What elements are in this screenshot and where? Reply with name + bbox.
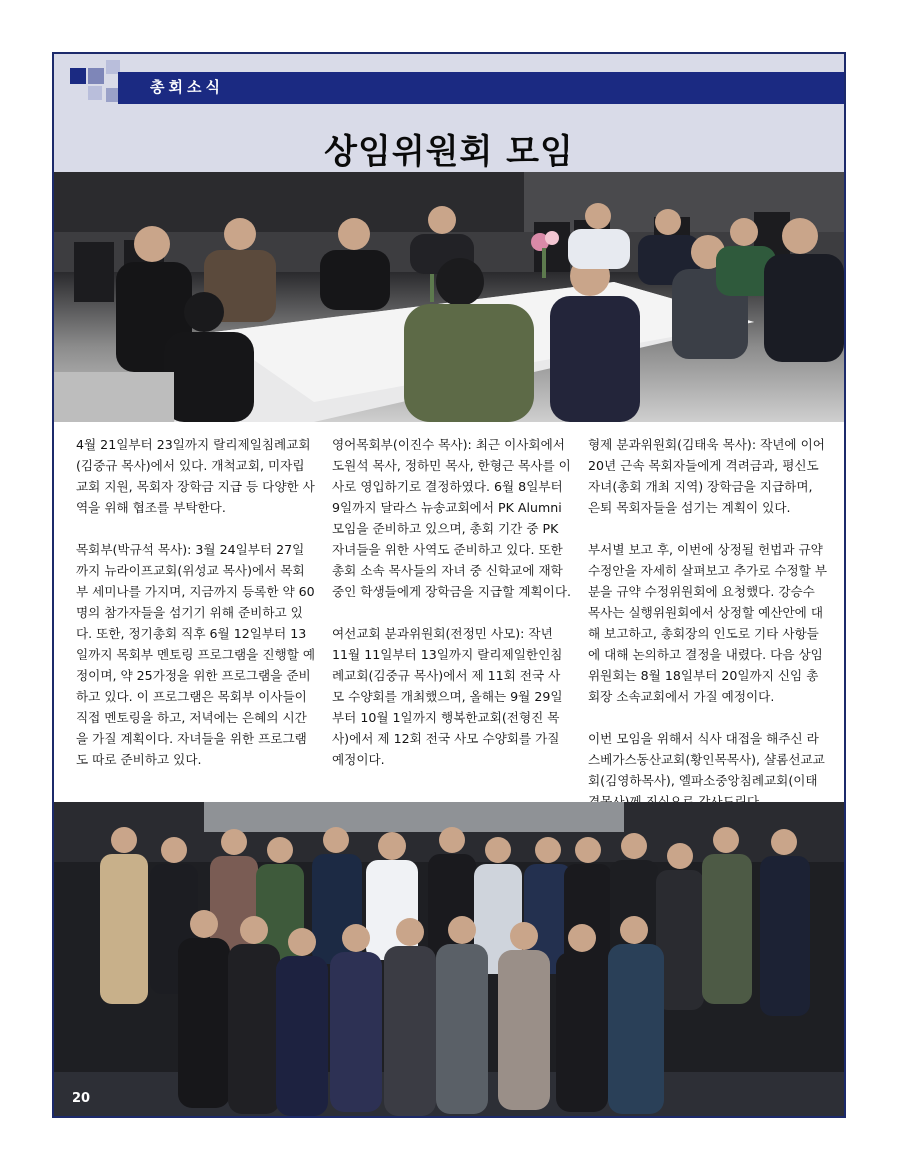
page-frame — [52, 52, 846, 1118]
decor-square — [88, 68, 104, 84]
text-column-1 — [76, 434, 316, 791]
paragraph: 여선교회 분과위원회(전정민 사모): 작년 11월 11일부터 13일까지 랄리제일한인침례교회(김중규 목사)에서 제 11회 전국 사모 수양회를 개최했으며, 올해는 9월 29일부터 10월 1일까지 행복한교회(전형진 목사)에서 제 12회 전국 사모 수양회를 가질 예정이다. — [332, 626, 563, 767]
group-photo — [54, 802, 844, 1118]
paragraph: 목회부(박규석 목사): 3월 24일부터 27일까지 뉴라이프교회(위성교 목사)에서 목회부 세미나를 가지며, 지금까지 등록한 약 60명의 참가자들을 섬기기 위해 준비하고 있다. 또한, 정기총회 직후 6월 12일부터 13일까지 목회부 멘토링 프로그램을 진행할 예정이며, 약 25가정을 위한 프로그램을 준비하고 있다. 이 프로그램은 목회부 이사들이 직접 멘토링을 하고, 저녁에는 은혜의 시간을 가질 계획이다. 자녀들을 위한 프로그램도 따로 준비하고 있다. — [76, 542, 315, 767]
section-label: 총회소식 — [150, 78, 224, 96]
paragraph: 영어목회부(이진수 목사): 최근 이사회에서 도원석 목사, 정하민 목사, 한형근 목사를 이사로 영입하기로 결정하였다. 6월 8일부터 9일까지 달라스 뉴송교회에서 PK Alumni 모임을 준비하고 있으며, 총회 기간 중 PK 자녀들을 위한 사역도 준비하고 있다. 또한 총회 소속 목사들의 자녀 중 신학교에 재학 중인 학생들에게 장학금을 지급할 계획이다. — [332, 437, 571, 599]
decor-square — [70, 68, 86, 84]
article-title: 상임위원회 모임 — [324, 132, 574, 172]
text-column-2 — [332, 434, 572, 791]
text-column-3 — [588, 434, 828, 833]
decor-square — [88, 86, 102, 100]
section-header-band — [54, 54, 844, 118]
page-number: 20 — [72, 1091, 91, 1106]
paragraph: 부서별 보고 후, 이번에 상정될 헌법과 규약 수정안을 자세히 살펴보고 추가로 수정할 부분을 규약 수정위원회에 요청했다. 강승수 목사는 실행위원회에서 상정할 예산안에 대해 보고하고, 총회장의 인도로 기타 사항들에 대해 논의하고 결정을 내렸다. 다음 상임위원회는 8월 18일부터 20일까지 신임 총회장 소속교회에서 가질 예정이다. — [588, 542, 827, 704]
meeting-photo — [54, 172, 844, 422]
section-bar — [118, 72, 844, 104]
paragraph: 형제 분과위원회(김태욱 목사): 작년에 이어 20년 근속 목회자들에게 격려금과, 평신도 자녀(총회 개최 지역) 장학금을 지급하며, 은퇴 목회자들을 섬기는 계획이 있다. — [588, 437, 825, 515]
paragraph: 4월 21일부터 23일까지 랄리제일침례교회(김중규 목사)에서 있다. 개척교회, 미자립 교회 지원, 목회자 장학금 지급 등 다양한 사역을 위해 협조를 부탁한다. — [76, 437, 315, 515]
paragraph: 이번 모임을 위해서 식사 대접을 해주신 라스베가스동산교회(황인목목사), 샬롬선교교회(김영하목사), 엘파소중앙침례교회(이태 — [588, 731, 825, 788]
